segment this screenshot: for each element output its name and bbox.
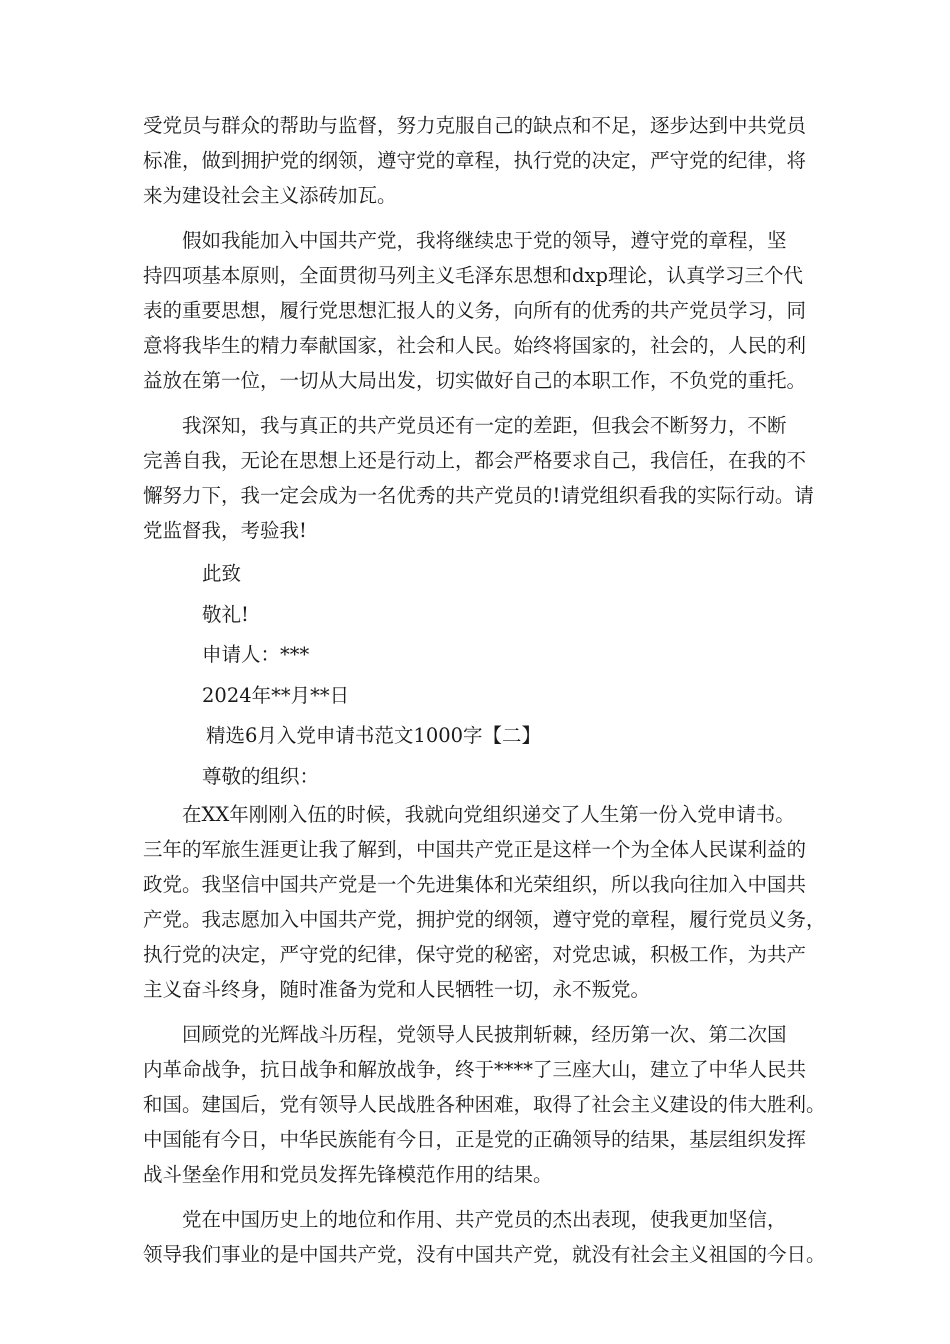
text-line: 产党。我志愿加入中国共产党，拥护党的纲领，遵守党的章程，履行党员义务， xyxy=(143,908,826,931)
text-line: 战斗堡垒作用和党员发挥先锋模范作用的结果。 xyxy=(143,1163,553,1186)
text-line: 领导我们事业的是中国共产党，没有中国共产党，就没有社会主义祖国的今日。 xyxy=(143,1243,826,1266)
applicant-line: 申请人：*** xyxy=(202,643,310,666)
text-line: 假如我能加入中国共产党，我将继续忠于党的领导，遵守党的章程，坚 xyxy=(182,229,787,252)
text-line: 表的重要思想，履行党思想汇报人的义务，向所有的优秀的共产党员学习，同 xyxy=(143,299,807,322)
section-heading: 精选6月入党申请书范文1000字【二】 xyxy=(206,724,542,747)
text-line: 意将我毕生的精力奉献国家，社会和人民。始终将国家的，社会的，人民的利 xyxy=(143,334,807,357)
text-line: 益放在第一位，一切从大局出发，切实做好自己的本职工作，不负党的重托。 xyxy=(143,369,807,392)
text-line: 持四项基本原则，全面贯彻马列主义毛泽东思想和dxp理论，认真学习三个代 xyxy=(143,264,803,287)
closing-line: 此致 xyxy=(202,562,242,585)
text-line: 中国能有今日，中华民族能有今日，正是党的正确领导的结果，基层组织发挥 xyxy=(143,1128,807,1151)
text-line: 主义奋斗终身，随时准备为党和人民牺牲一切，永不叛党。 xyxy=(143,978,651,1001)
text-line: 执行党的决定，严守党的纪律，保守党的秘密，对党忠诚，积极工作，为共产 xyxy=(143,943,807,966)
text-line: 回顾党的光辉战斗历程，党领导人民披荆斩棘，经历第一次、第二次国 xyxy=(182,1023,787,1046)
paragraph xyxy=(143,1017,826,1192)
paragraph xyxy=(143,408,814,548)
text-line: 三年的军旅生涯更让我了解到，中国共产党正是这样一个为全体人民谋利益的 xyxy=(143,838,807,861)
text-line: 内革命战争，抗日战争和解放战争，终于****了三座大山，建立了中华人民共 xyxy=(143,1058,807,1081)
salutation: 尊敬的组织： xyxy=(202,764,320,788)
text-line: 在XX年刚刚入伍的时候，我就向党组织递交了人生第一份入党申请书。 xyxy=(182,803,795,826)
text-line: 标准，做到拥护党的纲领，遵守党的章程，执行党的决定，严守党的纪律，将 xyxy=(143,149,807,172)
document-page xyxy=(143,108,826,1272)
text-line: 来为建设社会主义添砖加瓦。 xyxy=(143,184,397,207)
text-line: 完善自我，无论在思想上还是行动上，都会严格要求自己，我信任，在我的不 xyxy=(143,449,807,472)
text-line: 党在中国历史上的地位和作用、共产党员的杰出表现，使我更加坚信， xyxy=(182,1208,787,1231)
text-line: 受党员与群众的帮助与监督，努力克服自己的缺点和不足，逐步达到中共党员 xyxy=(143,114,807,137)
paragraph xyxy=(143,223,811,398)
text-line: 懈努力下，我一定会成为一名优秀的共产党员的!请党组织看我的实际行动。请 xyxy=(143,484,814,507)
text-line: 政党。我坚信中国共产党是一个先进集体和光荣组织，所以我向往加入中国共 xyxy=(143,873,807,896)
text-line: 我深知，我与真正的共产党员还有一定的差距，但我会不断努力，不断 xyxy=(182,414,787,437)
closing-line: 敬礼! xyxy=(202,602,249,626)
paragraph xyxy=(143,108,811,213)
date-line: 2024年**月**日 xyxy=(202,683,350,707)
text-line: 和国。建国后，党有领导人民战胜各种困难，取得了社会主义建设的伟大胜利。 xyxy=(143,1093,826,1116)
paragraph xyxy=(143,1202,826,1272)
paragraph xyxy=(143,797,826,1007)
text-line: 党监督我，考验我! xyxy=(143,519,307,542)
